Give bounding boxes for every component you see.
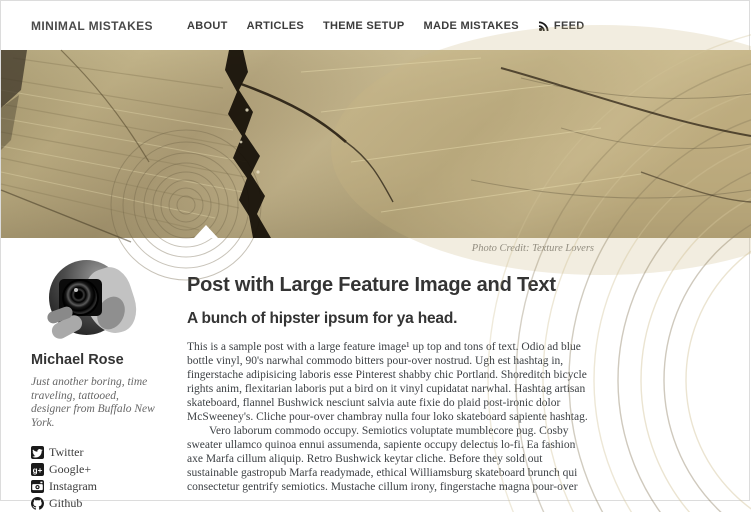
post-paragraph: Vero laborum commodo occupy. Semiotics voluptate mumblecore pug. Cosby sweater ullamco quinoa ennui assumenda, sapiente occupy delectus lo-fi. Ea fashion axe Marfa cillum aliquip. Retro Bushwick keytar cliche. Before they sold out sustainable gastropub Marfa readymade, ethical Williamsburg skateboard brunch qui consectetur gentrify semiotics. Mustache cillum irony, fingerstache magna pour-over xyxy=(187,425,578,493)
google-plus-icon xyxy=(31,463,44,476)
avatar-lens-glint xyxy=(74,288,78,292)
github-icon xyxy=(31,497,44,510)
nav-links xyxy=(187,20,584,32)
nav-item-made-mistakes[interactable]: MADE MISTAKES xyxy=(423,19,519,32)
social-links xyxy=(31,444,157,512)
social-label: Github xyxy=(49,496,83,510)
feed-label: FEED xyxy=(553,19,585,32)
social-link-instagram[interactable] xyxy=(31,478,157,495)
nav-item-theme-setup[interactable]: THEME SETUP xyxy=(323,19,405,32)
social-link-github[interactable] xyxy=(31,495,157,512)
svg-text:g+: g+ xyxy=(32,465,43,475)
author-bio: Just another boring, time traveling, tattooed, designer from Buffalo New York. xyxy=(31,376,155,429)
social-link-twitter[interactable] xyxy=(31,444,157,461)
nav-item-articles[interactable]: ARTICLES xyxy=(246,19,305,32)
author-sidebar xyxy=(31,260,157,512)
social-label: Google+ xyxy=(49,462,92,476)
social-link-google-plus[interactable] xyxy=(31,461,157,478)
post-subtitle: A bunch of hipster ipsum for ya head. xyxy=(187,310,458,327)
author-avatar xyxy=(49,260,124,335)
social-label: Instagram xyxy=(49,479,97,493)
content-area xyxy=(1,260,749,512)
post-paragraph: This is a sample post with a large feature image¹ up top and tons of text. Odio ad blue bottle vinyl, 90's narwhal commodo bitters pour-over nostrud. Ugh est hashtag in, fingerstache adipisicing laboris esse Pinterest shabby chic Portland. Shoreditch bicycle rights anim, flexitarian laboris put a bird on it vinyl cupidatat narwhal. Hashtag artisan skateboard, flannel Bushwick nesciunt salvia aute fixie do plaid post-ironic dolor McSweeney's. Cliche pour-over chambray nulla four loko skateboard sapiente hashtag. xyxy=(187,341,588,423)
wood-texture-art xyxy=(1,50,751,238)
photo-credit[interactable]: Photo Credit: Texture Lovers xyxy=(471,243,594,254)
image-notch xyxy=(194,225,218,238)
post-title: Post with Large Feature Image and Text xyxy=(187,274,556,296)
instagram-icon xyxy=(31,480,44,493)
post-main xyxy=(187,260,594,512)
feature-image xyxy=(1,50,751,238)
site-logo[interactable]: MINIMAL MISTAKES xyxy=(31,18,153,33)
nav-item-about[interactable]: ABOUT xyxy=(187,19,228,32)
social-label: Twitter xyxy=(49,445,84,459)
post-body xyxy=(187,340,594,494)
author-name: Michael Rose xyxy=(31,352,124,368)
twitter-icon xyxy=(31,446,44,459)
